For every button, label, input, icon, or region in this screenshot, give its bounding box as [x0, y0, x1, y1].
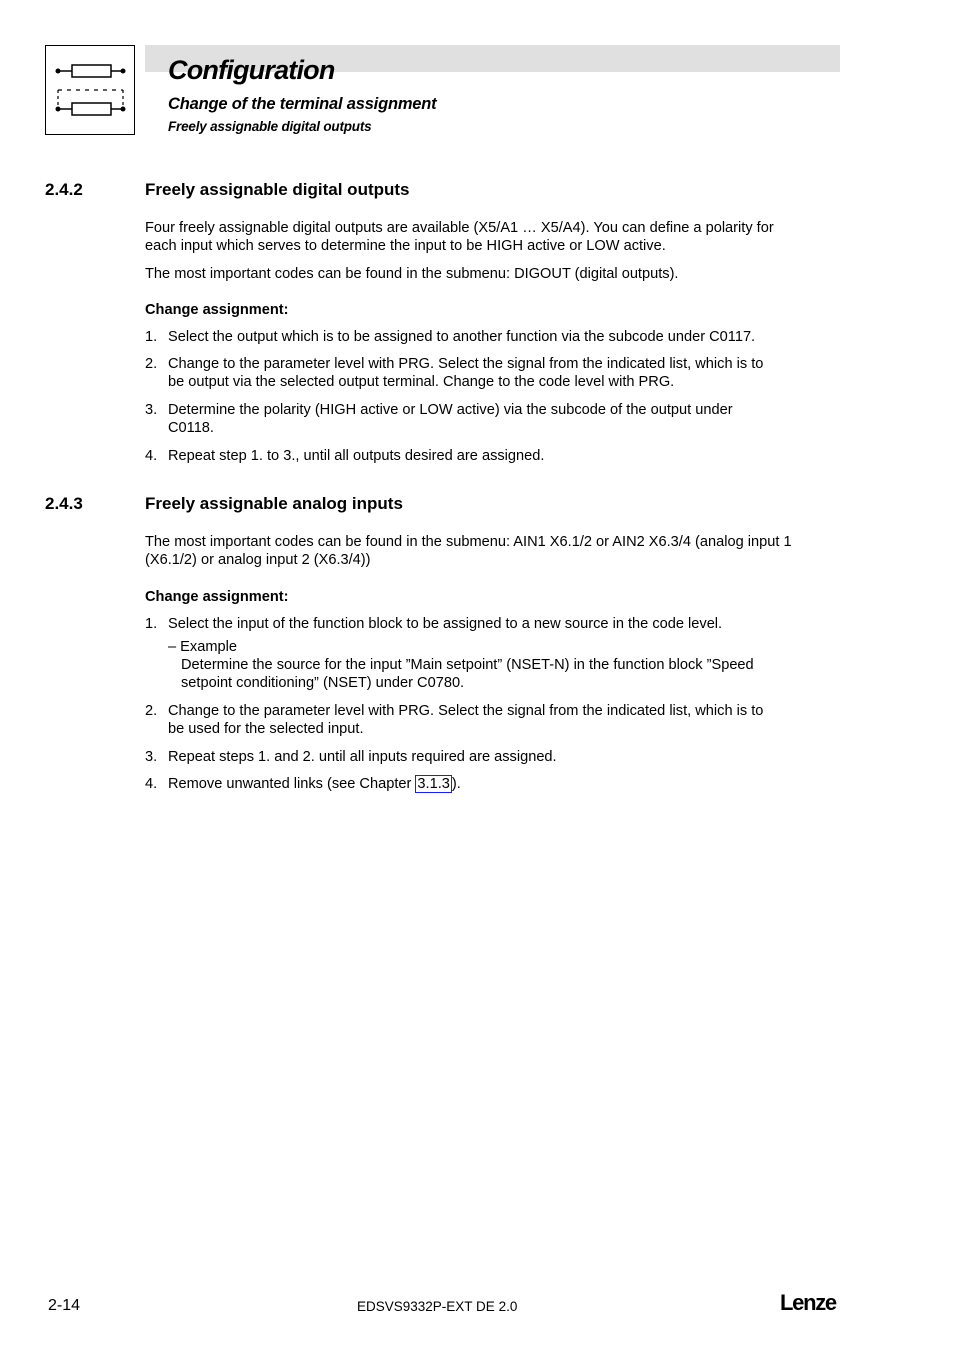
list-item — [168, 355, 843, 391]
terminal-diagram-icon — [45, 45, 135, 135]
paragraph: The most important codes can be found in the submenu: DIGOUT (digital outputs). — [145, 266, 679, 282]
text-line: Determine the source for the input ”Main setpoint” (NSET-N) in the function block ”Speed — [181, 657, 754, 673]
section-title: Freely assignable digital outputs — [145, 180, 410, 199]
text-line: Change to the parameter level with PRG. Select the signal from the indicated list, which is to — [168, 356, 764, 372]
section-number: 2.4.3 — [45, 494, 83, 513]
list-number: 4. — [145, 776, 158, 792]
page-title: Configuration — [168, 55, 335, 85]
text-line: Change to the parameter level with PRG. Select the signal from the indicated list, which is to — [168, 703, 764, 719]
section-title: Freely assignable analog inputs — [145, 494, 403, 513]
text-line: (X6.1/2) or analog input 2 (X6.3/4)) — [145, 552, 371, 568]
list-item — [168, 401, 843, 437]
list-number: 3. — [145, 749, 158, 765]
list-number: 2. — [145, 703, 158, 719]
list-item — [168, 447, 843, 465]
change-assignment-heading: Change assignment: — [145, 589, 289, 605]
page-subsubtitle: Freely assignable digital outputs — [168, 119, 372, 134]
text-line: each input which serves to determine the input to be HIGH active or LOW active. — [145, 238, 666, 254]
paragraph — [145, 219, 845, 255]
change-assignment-heading: Change assignment: — [145, 302, 289, 318]
paragraph — [145, 533, 845, 569]
section-number: 2.4.2 — [45, 180, 83, 199]
list-item — [168, 775, 843, 793]
list-item — [168, 328, 843, 346]
text-line: Select the output which is to be assigned to another function via the subcode under C0117. — [168, 329, 756, 345]
document-id: EDSVS9332P-EXT DE 2.0 — [357, 1299, 518, 1314]
text-fragment: ). — [451, 776, 461, 792]
example-text — [181, 656, 841, 692]
text-fragment: Remove unwanted links (see Chapter — [168, 776, 416, 792]
text-line: Repeat step 1. to 3., until all outputs desired are assigned. — [168, 448, 545, 464]
text-line: Four freely assignable digital outputs are available (X5/A1 … X5/A4). You can define a polarity for — [145, 220, 774, 236]
lenze-logo: Lenze — [780, 1290, 836, 1315]
text-line: The most important codes can be found in the submenu: AIN1 X6.1/2 or AIN2 X6.3/4 (analog input 1 — [145, 534, 792, 550]
list-item: Select the input of the function block to be assigned to a new source in the code level. — [168, 616, 723, 632]
text-line: setpoint conditioning” (NSET) under C0780. — [181, 675, 465, 691]
list-number: 3. — [145, 402, 158, 418]
list-number: 2. — [145, 356, 158, 372]
list-number: 1. — [145, 329, 158, 345]
list-item: Repeat steps 1. and 2. until all inputs required are assigned. — [168, 749, 557, 765]
example-label: – Example — [168, 639, 237, 655]
chapter-link[interactable]: 3.1.3 — [417, 776, 450, 792]
text-line: be used for the selected input. — [168, 721, 364, 737]
text-line: be output via the selected output terminal. Change to the code level with PRG. — [168, 374, 675, 390]
page-subtitle: Change of the terminal assignment — [168, 95, 437, 113]
list-item — [168, 702, 843, 738]
list-number: 4. — [145, 448, 158, 464]
text-line: C0118. — [168, 420, 214, 436]
text-line: Determine the polarity (HIGH active or LOW active) via the subcode of the output under — [168, 402, 733, 418]
list-number: 1. — [145, 616, 158, 632]
page-number: 2-14 — [48, 1297, 81, 1314]
